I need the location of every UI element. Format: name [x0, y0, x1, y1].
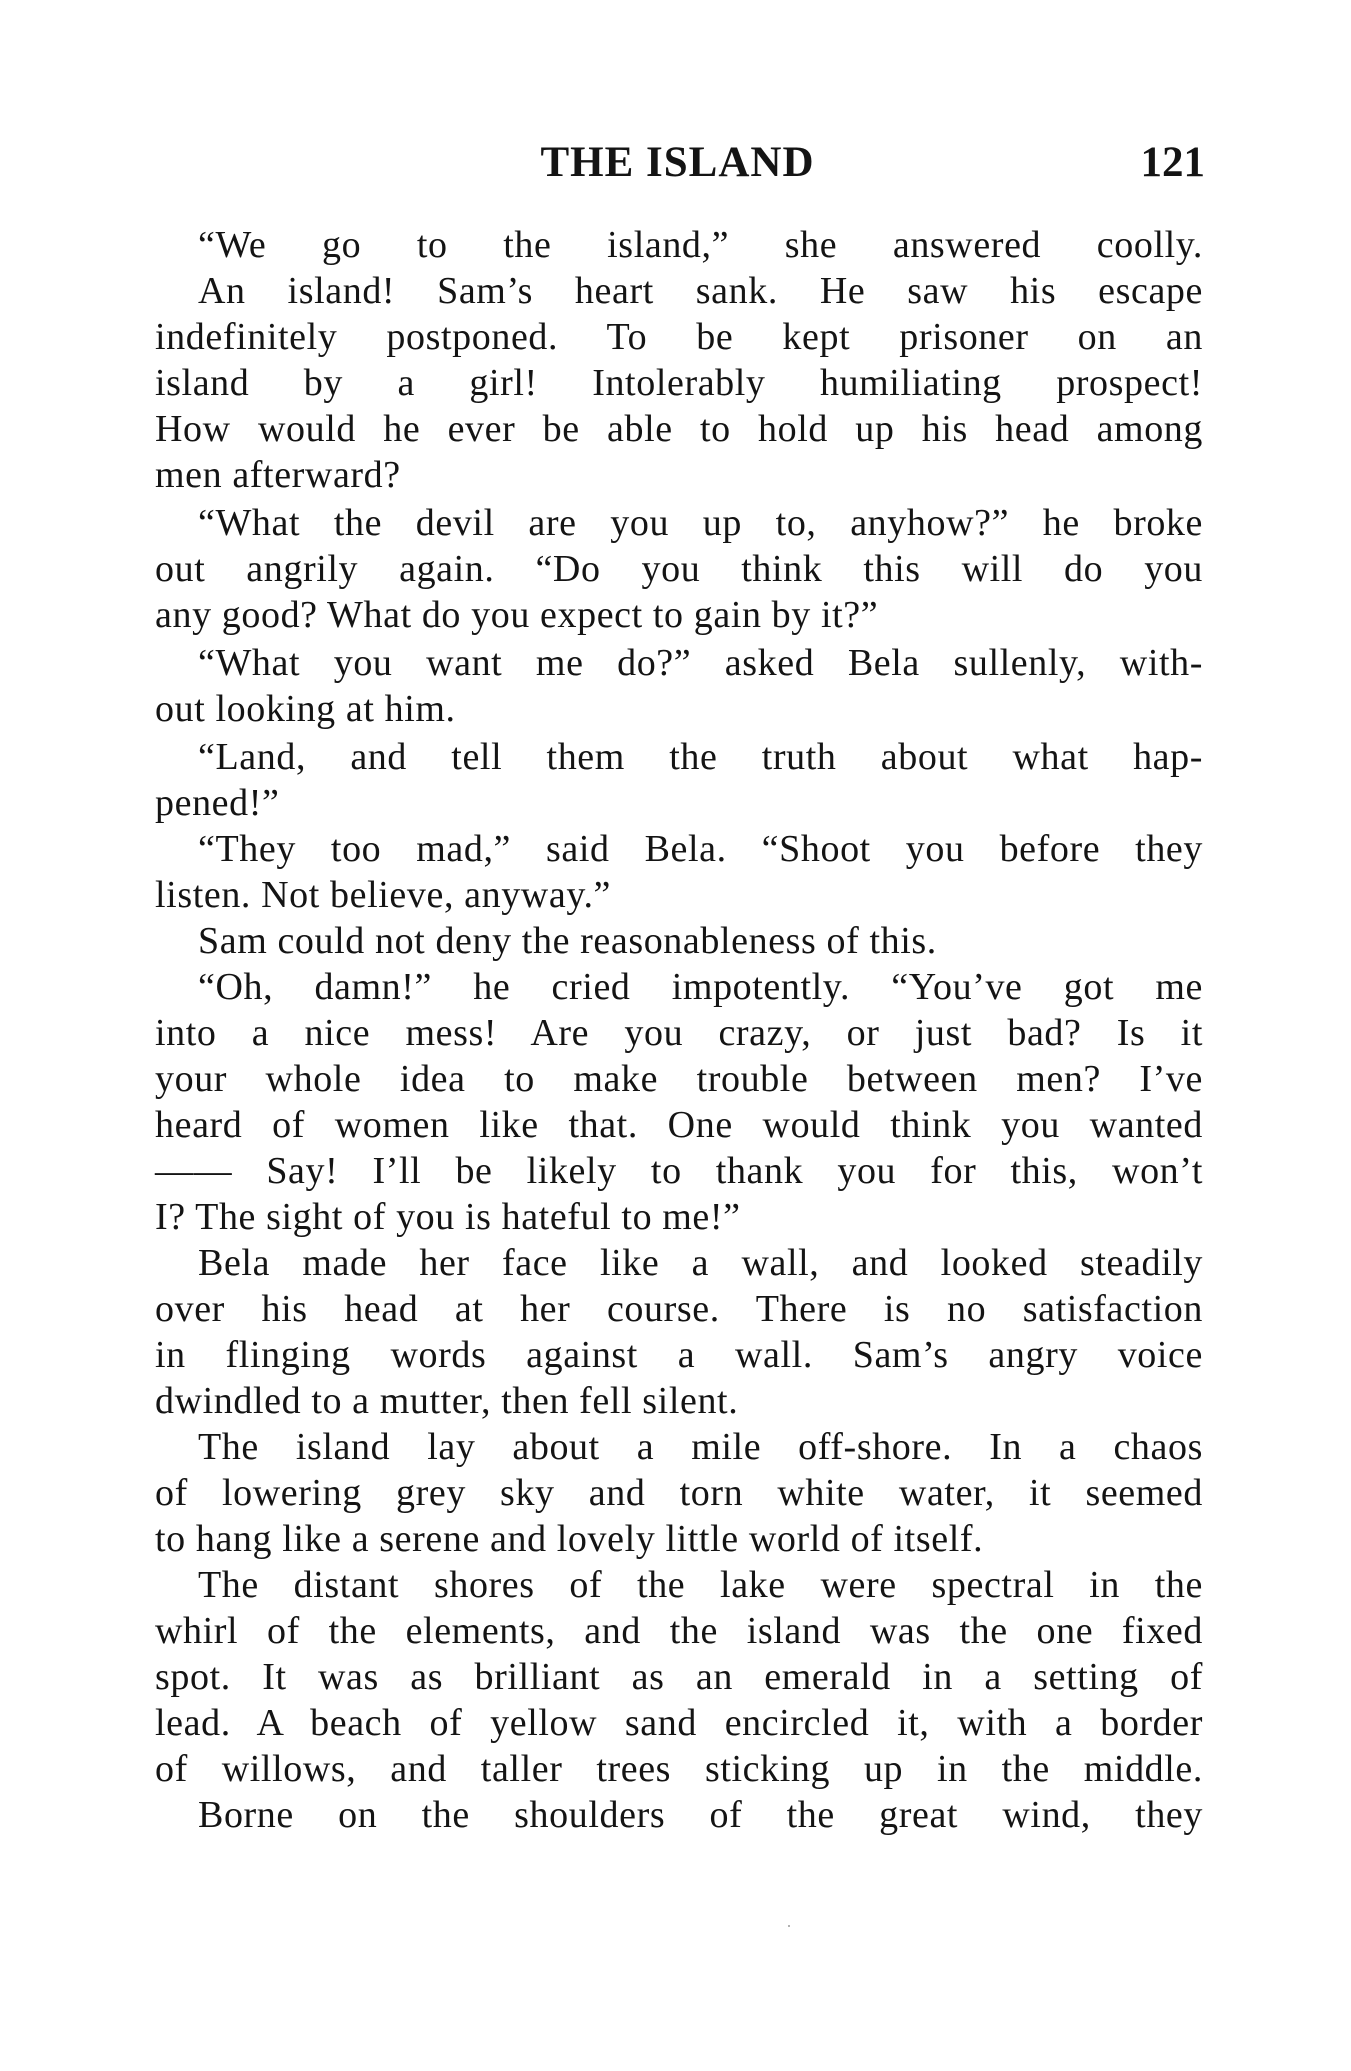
text-line: island by a girl! Intolerably humiliating prospect!	[155, 362, 1203, 404]
text-line: of willows, and taller trees sticking up in the middle.	[155, 1748, 1203, 1790]
text-line: The distant shores of the lake were spectral in the	[198, 1564, 1203, 1606]
text-line: “What the devil are you up to, anyhow?” he broke	[198, 502, 1203, 544]
running-head	[150, 138, 1205, 188]
text-line: An island! Sam’s heart sank. He saw his escape	[198, 270, 1203, 312]
text-line: “Oh, damn!” he cried impotently. “You’ve got me	[198, 966, 1203, 1008]
text-line: The island lay about a mile off-shore. In a chaos	[198, 1426, 1203, 1468]
text-line: in flinging words against a wall. Sam’s angry voice	[155, 1334, 1203, 1376]
text-line: Borne on the shoulders of the great wind, they	[198, 1794, 1203, 1836]
running-title: THE ISLAND	[540, 139, 815, 186]
text-line: indefinitely postponed. To be kept prisoner on an	[155, 316, 1203, 358]
text-line: spot. It was as brilliant as an emerald in a setting of	[155, 1656, 1203, 1698]
text-line: over his head at her course. There is no satisfaction	[155, 1288, 1203, 1330]
text-line: “Land, and tell them the truth about what hap-	[198, 736, 1203, 778]
text-line: men afterward?	[155, 454, 401, 496]
text-line: your whole idea to make trouble between men? I’ve	[155, 1058, 1203, 1100]
text-line: out looking at him.	[155, 688, 456, 730]
text-line: “We go to the island,” she answered coolly.	[198, 224, 1203, 266]
text-line: whirl of the elements, and the island was the one fixed	[155, 1610, 1203, 1652]
text-line: into a nice mess! Are you crazy, or just bad? Is it	[155, 1012, 1203, 1054]
text-line: How would he ever be able to hold up his head among	[155, 408, 1203, 450]
text-line: dwindled to a mutter, then fell silent.	[155, 1380, 739, 1422]
text-line: pened!”	[155, 782, 280, 824]
text-line: listen. Not believe, anyway.”	[155, 874, 612, 916]
text-line: Sam could not deny the reasonableness of this.	[198, 920, 937, 962]
paper-speck	[788, 1925, 790, 1927]
page-number: 121	[1140, 139, 1205, 186]
text-line: I? The sight of you is hateful to me!”	[155, 1196, 741, 1238]
text-line: —— Say! I’ll be likely to thank you for this, won’t	[155, 1150, 1203, 1192]
text-line: heard of women like that. One would think you wanted	[155, 1104, 1203, 1146]
text-line: to hang like a serene and lovely little world of itself.	[155, 1518, 984, 1560]
text-line: Bela made her face like a wall, and looked steadily	[198, 1242, 1203, 1284]
text-line: “What you want me do?” asked Bela sullenly, with-	[198, 642, 1203, 684]
text-line: out angrily again. “Do you think this will do you	[155, 548, 1203, 590]
text-line: lead. A beach of yellow sand encircled it, with a border	[155, 1702, 1203, 1744]
text-line: “They too mad,” said Bela. “Shoot you before they	[198, 828, 1203, 870]
text-line: any good? What do you expect to gain by it?”	[155, 594, 879, 636]
text-line: of lowering grey sky and torn white water, it seemed	[155, 1472, 1203, 1514]
